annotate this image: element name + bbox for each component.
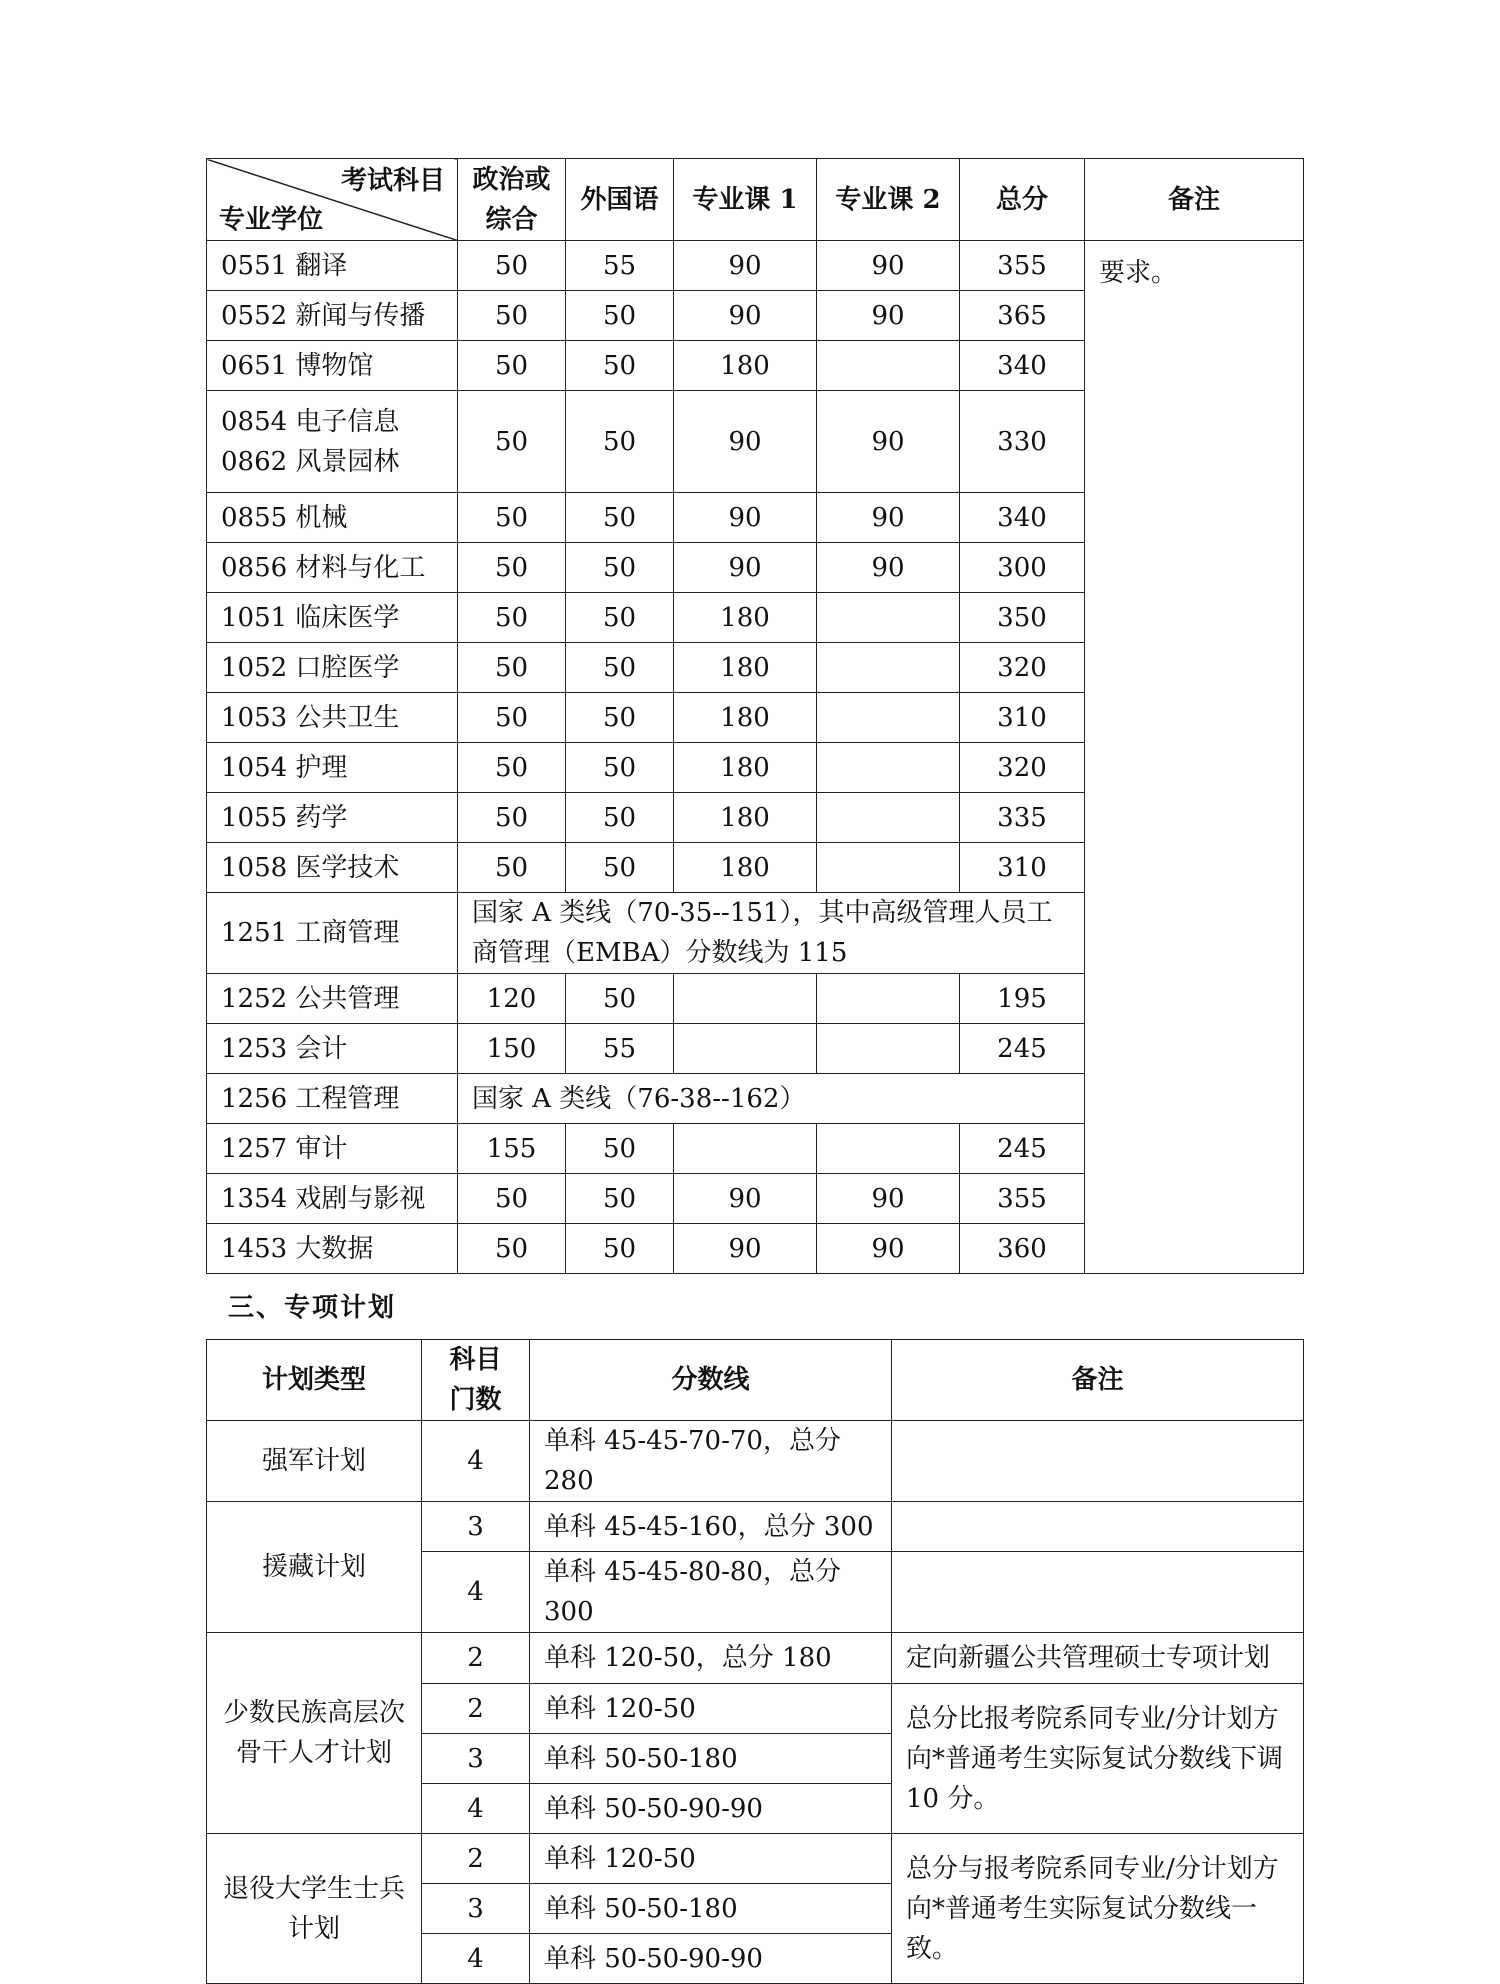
header-remark: 备注	[892, 1340, 1304, 1421]
score-line: 单科 120-50	[530, 1684, 892, 1734]
score-course-1: 90	[674, 241, 817, 291]
score-course-2: 90	[817, 391, 960, 493]
header-total: 总分	[960, 159, 1085, 241]
subject-count: 4	[422, 1934, 530, 1984]
degree-name: 0856 材料与化工	[207, 543, 458, 593]
score-course-1: 180	[674, 743, 817, 793]
score-total: 335	[960, 793, 1085, 843]
score-course-1: 90	[674, 543, 817, 593]
degree-name: 0551 翻译	[207, 241, 458, 291]
merged-score-note: 国家 A 类线（70-35--151），其中高级管理人员工商管理（EMBA）分数线为 115	[458, 893, 1085, 974]
degree-name: 1054 护理	[207, 743, 458, 793]
degree-name: 1257 审计	[207, 1124, 458, 1174]
score-course-1: 90	[674, 493, 817, 543]
score-course-2: 90	[817, 241, 960, 291]
score-foreign-language: 55	[566, 241, 674, 291]
score-course-2: 90	[817, 1174, 960, 1224]
score-course-1: 90	[674, 1174, 817, 1224]
score-politics: 50	[458, 341, 566, 391]
score-politics: 50	[458, 593, 566, 643]
score-total: 340	[960, 493, 1085, 543]
subject-count: 2	[422, 1834, 530, 1884]
degree-name: 1051 临床医学	[207, 593, 458, 643]
remark: 定向新疆公共管理硕士专项计划	[892, 1633, 1304, 1684]
plan-type: 援藏计划	[207, 1502, 422, 1633]
score-course-1: 90	[674, 391, 817, 493]
subject-count: 3	[422, 1734, 530, 1784]
header-foreign-language: 外国语	[566, 159, 674, 241]
degree-name: 1253 会计	[207, 1024, 458, 1074]
score-politics: 50	[458, 793, 566, 843]
score-politics: 50	[458, 543, 566, 593]
table-row	[207, 1834, 1304, 1884]
remark: 总分比报考院系同专业/分计划方向*普通考生实际复试分数线下调 10 分。	[892, 1684, 1304, 1834]
score-politics: 50	[458, 843, 566, 893]
score-line: 单科 45-45-70-70，总分 280	[530, 1421, 892, 1502]
score-course-1: 180	[674, 593, 817, 643]
remark	[892, 1552, 1304, 1633]
score-course-2: 90	[817, 543, 960, 593]
degree-name: 1058 医学技术	[207, 843, 458, 893]
score-course-1: 180	[674, 341, 817, 391]
score-total: 355	[960, 241, 1085, 291]
score-foreign-language: 50	[566, 291, 674, 341]
score-foreign-language: 50	[566, 1124, 674, 1174]
subject-count: 4	[422, 1552, 530, 1633]
score-course-2: 90	[817, 291, 960, 341]
score-total: 245	[960, 1124, 1085, 1174]
header-degree: 专业学位	[219, 205, 324, 235]
score-course-1: 90	[674, 291, 817, 341]
score-course-2	[817, 693, 960, 743]
degree-name: 0651 博物馆	[207, 341, 458, 391]
score-total: 310	[960, 693, 1085, 743]
score-course-1	[674, 1024, 817, 1074]
score-politics: 50	[458, 1174, 566, 1224]
score-foreign-language: 50	[566, 743, 674, 793]
score-course-1: 90	[674, 1224, 817, 1274]
merged-score-note: 国家 A 类线（76-38--162）	[458, 1074, 1085, 1124]
score-line: 单科 50-50-90-90	[530, 1784, 892, 1834]
remark	[892, 1502, 1304, 1552]
header-course-2: 专业课 2	[817, 159, 960, 241]
score-total: 310	[960, 843, 1085, 893]
score-total: 355	[960, 1174, 1085, 1224]
score-line: 单科 45-45-80-80，总分 300	[530, 1552, 892, 1633]
score-politics: 120	[458, 974, 566, 1024]
score-course-2	[817, 843, 960, 893]
score-course-2	[817, 743, 960, 793]
score-foreign-language: 50	[566, 543, 674, 593]
score-course-2	[817, 341, 960, 391]
score-line: 单科 50-50-180	[530, 1884, 892, 1934]
score-course-1: 180	[674, 643, 817, 693]
score-foreign-language: 50	[566, 1174, 674, 1224]
score-course-1	[674, 1124, 817, 1174]
plan-type: 强军计划	[207, 1421, 422, 1502]
degree-name: 1251 工商管理	[207, 893, 458, 974]
plan-type: 少数民族高层次 骨干人才计划	[207, 1633, 422, 1834]
score-politics: 50	[458, 643, 566, 693]
table-row	[207, 1421, 1304, 1502]
degree-name: 1053 公共卫生	[207, 693, 458, 743]
score-course-2	[817, 793, 960, 843]
degree-name: 1052 口腔医学	[207, 643, 458, 693]
score-foreign-language: 50	[566, 493, 674, 543]
table-header-row	[207, 1340, 1304, 1421]
score-total: 360	[960, 1224, 1085, 1274]
score-foreign-language: 50	[566, 974, 674, 1024]
score-total: 300	[960, 543, 1085, 593]
score-total: 340	[960, 341, 1085, 391]
section-title-special-plans: 三、专项计划	[228, 1293, 397, 1323]
table-row	[207, 1633, 1304, 1684]
diagonal-header-cell	[207, 159, 458, 241]
score-politics: 50	[458, 493, 566, 543]
score-course-1	[674, 974, 817, 1024]
degree-name: 1354 戏剧与影视	[207, 1174, 458, 1224]
degree-name: 1055 药学	[207, 793, 458, 843]
score-foreign-language: 50	[566, 341, 674, 391]
subject-count: 2	[422, 1633, 530, 1684]
score-total: 320	[960, 743, 1085, 793]
score-foreign-language: 55	[566, 1024, 674, 1074]
score-foreign-language: 50	[566, 793, 674, 843]
score-politics: 155	[458, 1124, 566, 1174]
score-total: 320	[960, 643, 1085, 693]
remark: 总分与报考院系同专业/分计划方向*普通考生实际复试分数线一致。	[892, 1834, 1304, 1984]
header-subject-count: 科目 门数	[422, 1340, 530, 1421]
score-foreign-language: 50	[566, 1224, 674, 1274]
score-foreign-language: 50	[566, 593, 674, 643]
remark-cell: 要求。	[1085, 241, 1304, 1274]
degree-name: 0854 电子信息 0862 风景园林	[207, 391, 458, 493]
score-foreign-language: 50	[566, 391, 674, 493]
score-course-2	[817, 593, 960, 643]
score-line: 单科 120-50，总分 180	[530, 1633, 892, 1684]
score-total: 350	[960, 593, 1085, 643]
remark	[892, 1421, 1304, 1502]
subject-count: 3	[422, 1884, 530, 1934]
score-politics: 50	[458, 291, 566, 341]
degree-name: 1256 工程管理	[207, 1074, 458, 1124]
score-politics: 150	[458, 1024, 566, 1074]
score-politics: 50	[458, 1224, 566, 1274]
score-total: 330	[960, 391, 1085, 493]
subject-count: 4	[422, 1421, 530, 1502]
score-table-professional	[206, 158, 1304, 1274]
plan-type: 退役大学生士兵 计划	[207, 1834, 422, 1984]
score-course-2	[817, 1124, 960, 1174]
score-total: 365	[960, 291, 1085, 341]
degree-name: 0855 机械	[207, 493, 458, 543]
score-politics: 50	[458, 391, 566, 493]
degree-name: 1252 公共管理	[207, 974, 458, 1024]
score-foreign-language: 50	[566, 693, 674, 743]
score-line: 单科 120-50	[530, 1834, 892, 1884]
score-course-1: 180	[674, 693, 817, 743]
score-course-1: 180	[674, 843, 817, 893]
score-foreign-language: 50	[566, 843, 674, 893]
score-course-1: 180	[674, 793, 817, 843]
score-course-2	[817, 643, 960, 693]
score-politics: 50	[458, 743, 566, 793]
table-row	[207, 241, 1304, 291]
score-line: 单科 50-50-90-90	[530, 1934, 892, 1984]
score-table-special-plans	[206, 1339, 1304, 1984]
score-course-2: 90	[817, 1224, 960, 1274]
header-exam-subject: 考试科目	[340, 166, 445, 196]
header-course-1: 专业课 1	[674, 159, 817, 241]
score-course-2	[817, 1024, 960, 1074]
header-plan-type: 计划类型	[207, 1340, 422, 1421]
score-course-2	[817, 974, 960, 1024]
subject-count: 2	[422, 1684, 530, 1734]
score-line: 单科 50-50-180	[530, 1734, 892, 1784]
score-line: 单科 45-45-160，总分 300	[530, 1502, 892, 1552]
table-header-row	[207, 159, 1304, 241]
table-row	[207, 1502, 1304, 1552]
score-total: 245	[960, 1024, 1085, 1074]
header-politics: 政治或 综合	[458, 159, 566, 241]
score-foreign-language: 50	[566, 643, 674, 693]
score-politics: 50	[458, 241, 566, 291]
subject-count: 4	[422, 1784, 530, 1834]
score-politics: 50	[458, 693, 566, 743]
header-score-line: 分数线	[530, 1340, 892, 1421]
degree-name: 1453 大数据	[207, 1224, 458, 1274]
score-course-2: 90	[817, 493, 960, 543]
header-remark: 备注	[1085, 159, 1304, 241]
score-total: 195	[960, 974, 1085, 1024]
degree-name: 0552 新闻与传播	[207, 291, 458, 341]
subject-count: 3	[422, 1502, 530, 1552]
